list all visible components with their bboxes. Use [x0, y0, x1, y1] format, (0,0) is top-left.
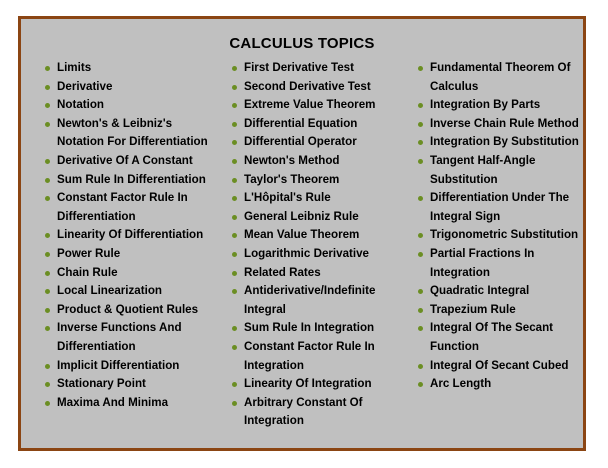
list-item: Constant Factor Rule In Integration [228, 338, 406, 375]
list-item: Stationary Point [41, 375, 221, 394]
list-item: Partial Fractions In Integration [414, 245, 584, 282]
list-item: Antiderivative/Indefinite Integral [228, 282, 406, 319]
list-item: Newton's Method [228, 152, 406, 171]
list-item: Local Linearization [41, 282, 221, 301]
list-item: Differential Operator [228, 133, 406, 152]
list-item: Fundamental Theorem Of Calculus [414, 59, 584, 96]
list-item: Differentiation Under The Integral Sign [414, 189, 584, 226]
topics-column-1 [41, 59, 221, 412]
page-title: CALCULUS TOPICS [229, 35, 375, 52]
list-item: Limits [41, 59, 221, 78]
list-item: Implicit Differentiation [41, 357, 221, 376]
list-item: Newton's & Leibniz's Notation For Differentiation [41, 115, 221, 152]
list-item: Inverse Chain Rule Method [414, 115, 584, 134]
list-item: Linearity Of Integration [228, 375, 406, 394]
list-item: Integral Of Secant Cubed [414, 357, 584, 376]
list-item: Chain Rule [41, 264, 221, 283]
list-item: General Leibniz Rule [228, 208, 406, 227]
list-item: Trigonometric Substitution [414, 226, 584, 245]
list-item: Integration By Substitution [414, 133, 584, 152]
list-item: Arc Length [414, 375, 584, 394]
list-item: Taylor's Theorem [228, 171, 406, 190]
list-item: Logarithmic Derivative [228, 245, 406, 264]
list-item: Derivative [41, 78, 221, 97]
list-item: Quadratic Integral [414, 282, 584, 301]
list-item: Notation [41, 96, 221, 115]
list-item: Sum Rule In Integration [228, 319, 406, 338]
list-item: Second Derivative Test [228, 78, 406, 97]
list-item: Mean Value Theorem [228, 226, 406, 245]
list-item: Trapezium Rule [414, 301, 584, 320]
list-item: First Derivative Test [228, 59, 406, 78]
list-item: Related Rates [228, 264, 406, 283]
list-item: Integral Of The Secant Function [414, 319, 584, 356]
topics-column-3 [414, 59, 584, 394]
topics-column-2 [228, 59, 406, 431]
list-item: L'Hôpital's Rule [228, 189, 406, 208]
list-item: Sum Rule In Differentiation [41, 171, 221, 190]
list-item: Power Rule [41, 245, 221, 264]
list-item: Derivative Of A Constant [41, 152, 221, 171]
list-item: Integration By Parts [414, 96, 584, 115]
list-item: Linearity Of Differentiation [41, 226, 221, 245]
list-item: Extreme Value Theorem [228, 96, 406, 115]
list-item: Arbitrary Constant Of Integration [228, 394, 406, 431]
list-item: Maxima And Minima [41, 394, 221, 413]
list-item: Product & Quotient Rules [41, 301, 221, 320]
calculus-topics-panel [18, 16, 586, 451]
list-item: Inverse Functions And Differentiation [41, 319, 221, 356]
list-item: Differential Equation [228, 115, 406, 134]
list-item: Tangent Half-Angle Substitution [414, 152, 584, 189]
list-item: Constant Factor Rule In Differentiation [41, 189, 221, 226]
